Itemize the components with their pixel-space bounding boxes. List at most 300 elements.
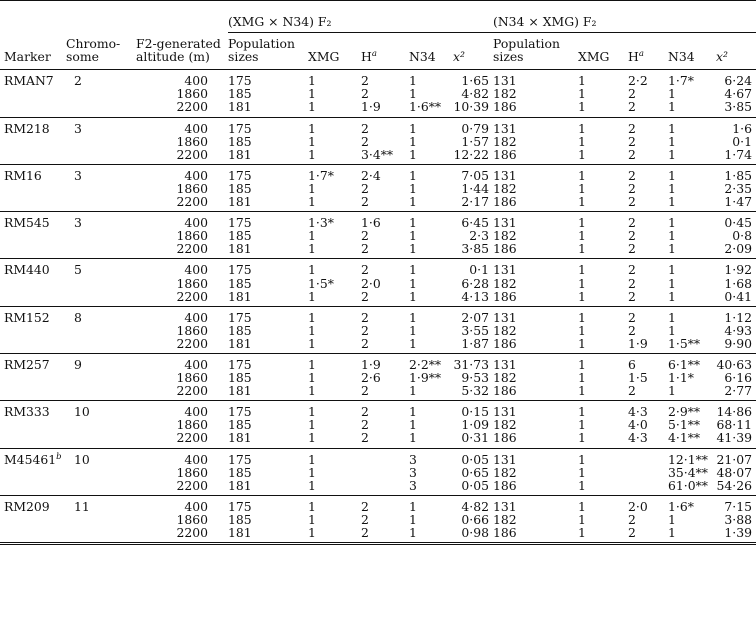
cell-x2: 1: [578, 370, 586, 386]
cell-c1: 5·32: [453, 384, 493, 401]
chromosome-cell: [66, 431, 136, 448]
cell-h2: 2·0: [628, 498, 648, 514]
cell-alt: 2200: [136, 242, 228, 259]
cell-c1: 0·98: [453, 526, 493, 544]
cell-c1: 0·31: [453, 431, 493, 448]
cell-alt: 2200: [136, 384, 228, 401]
cell-n2: 1·5**: [668, 337, 716, 354]
cell-h1: 2: [361, 309, 369, 325]
cell-h1: 2: [361, 526, 409, 544]
cell-alt: 1860: [176, 133, 208, 149]
cell-n1: 1: [409, 337, 453, 354]
cell-p1: 185: [228, 133, 252, 149]
cell-x1: 1: [308, 511, 316, 527]
cell-c1: 4·82: [461, 498, 489, 514]
chromosome-cell: 10: [74, 404, 90, 420]
col-header-xmg-2: XMG: [578, 33, 628, 70]
cell-h2: 2: [628, 275, 636, 291]
col-header-h-1: [361, 33, 409, 70]
cell-c1: 4·13: [453, 290, 493, 307]
group-header-n34-xmg: (N34 × XMG) F₂: [493, 9, 756, 33]
cell-alt: 400: [184, 73, 208, 89]
cell-c1: 1·44: [461, 180, 489, 196]
chromosome-cell: [66, 384, 136, 401]
cell-c1: 1·57: [461, 133, 489, 149]
cell-p1: 175: [228, 451, 252, 467]
cell-x2: 1: [578, 228, 586, 244]
cell-x1: 1: [308, 73, 316, 89]
cell-h2: 2: [628, 262, 636, 278]
chromosome-cell: 3: [74, 120, 82, 136]
cell-h2: 2·2: [628, 73, 648, 89]
cell-p2: 182: [493, 511, 517, 527]
cell-x2: 1: [578, 464, 586, 480]
cell-c1: 0·05: [461, 451, 489, 467]
marker-footnote: b: [56, 451, 62, 462]
cell-x2: 1: [578, 384, 628, 401]
marker-cell: [0, 401, 66, 419]
marker-cell: [0, 353, 66, 371]
cell-alt: 2200: [136, 337, 228, 354]
cell-p1: 185: [228, 464, 252, 480]
cell-h1: 2: [361, 120, 369, 136]
cell-n2: 1: [668, 242, 716, 259]
table-row: [0, 495, 756, 513]
cell-p1: 185: [228, 417, 252, 433]
col-header-pop-sizes-1: Population sizes: [228, 33, 308, 70]
marker-cell: [0, 306, 66, 324]
cell-h2: 2: [628, 180, 636, 196]
h-label: H: [361, 49, 372, 65]
cell-c1: 12·22: [453, 148, 493, 165]
cell-p2: 182: [493, 228, 517, 244]
cell-p1: 181: [228, 431, 308, 448]
cell-n2: 1: [668, 262, 676, 278]
table-row: [0, 290, 756, 307]
marker-cell: [0, 87, 66, 100]
cell-n1: 1: [409, 290, 453, 307]
cell-c2: 6·16: [724, 370, 752, 386]
cell-x2: 1: [578, 262, 586, 278]
cell-n2: 61·0**: [668, 479, 716, 496]
cell-h2: 2: [628, 195, 668, 212]
cell-c2: 1·47: [716, 195, 756, 212]
cell-p2: 182: [493, 370, 517, 386]
cell-p1: 181: [228, 242, 308, 259]
chromosome-cell: [66, 479, 136, 496]
cell-c1: 2·07: [461, 309, 489, 325]
chromosome-cell: [66, 290, 136, 307]
cell-n2: 1·1*: [668, 370, 694, 386]
cell-n2: 6·1**: [668, 356, 701, 372]
cell-h2: 1·9: [628, 337, 668, 354]
cell-p1: 185: [228, 370, 252, 386]
table-row: [0, 353, 756, 371]
cell-n2: 1: [668, 384, 716, 401]
cell-n1: 2·2**: [409, 356, 442, 372]
cell-p2: 182: [493, 322, 517, 338]
chromosome-cell: 10: [74, 451, 90, 467]
cell-c1: 0·1: [469, 262, 489, 278]
col-header-marker: Marker: [0, 33, 66, 70]
cell-alt: 400: [184, 120, 208, 136]
cell-x1: 1: [308, 86, 316, 102]
cell-x1: 1: [308, 464, 316, 480]
cell-p2: 131: [493, 451, 517, 467]
cell-n2: 1: [668, 133, 676, 149]
cell-c2: 1·39: [716, 526, 756, 544]
cell-c2: 0·8: [732, 228, 752, 244]
cell-x2: 1: [578, 73, 586, 89]
marker-cell: [0, 479, 66, 496]
cell-h1: 2: [361, 180, 369, 196]
cell-alt: 400: [184, 215, 208, 231]
chromosome-cell: [66, 337, 136, 354]
table-row: [0, 306, 756, 324]
cell-x2: 1: [578, 180, 586, 196]
cell-c1: 7·05: [461, 167, 489, 183]
cell-c2: 4·67: [724, 86, 752, 102]
cell-n1: 1: [409, 511, 417, 527]
chromosome-cell: 8: [74, 309, 82, 325]
cell-n2: 1: [668, 275, 676, 291]
table-row: [0, 401, 756, 419]
cell-p1: 185: [228, 86, 252, 102]
cell-n1: 1: [409, 195, 453, 212]
marker-cell: [0, 384, 66, 401]
cell-x1: 1: [308, 417, 316, 433]
cell-x2: 1: [578, 322, 586, 338]
marker-name: RMAN7: [4, 73, 54, 89]
cell-p1: 175: [228, 73, 252, 89]
cell-x1: 1: [308, 498, 316, 514]
cell-h2: 1·5: [628, 370, 648, 386]
cell-p2: 131: [493, 167, 517, 183]
chromosome-cell: [66, 229, 136, 242]
cell-x1: 1: [308, 242, 361, 259]
cell-n1: 3: [409, 451, 417, 467]
marker-cell: [0, 431, 66, 448]
cell-h1: 2: [361, 195, 409, 212]
cell-c2: 9·90: [716, 337, 756, 354]
cell-h1: 1·9: [361, 100, 409, 117]
cell-x2: 1: [578, 451, 586, 467]
chromosome-cell: [66, 466, 136, 479]
table-row: [0, 182, 756, 195]
cell-h2: [628, 448, 668, 466]
cell-p1: 175: [228, 167, 252, 183]
cell-h1: [361, 448, 409, 466]
table-row: [0, 384, 756, 401]
cell-p2: 186: [493, 479, 578, 496]
cell-x2: 1: [578, 120, 586, 136]
cell-x1: 1: [308, 195, 361, 212]
cell-c1: 1·65: [461, 73, 489, 89]
cell-n1: 1: [409, 309, 417, 325]
cell-p1: 181: [228, 195, 308, 212]
cell-alt: 1860: [176, 86, 208, 102]
marker-name: RM16: [4, 167, 42, 183]
cell-alt: 400: [184, 262, 208, 278]
cell-x2: 1: [578, 479, 628, 496]
cell-x1: 1·7*: [308, 167, 334, 183]
cell-c2: 4·93: [724, 322, 752, 338]
cell-h2: 2: [628, 100, 668, 117]
chromosome-cell: [66, 242, 136, 259]
cell-alt: 2200: [136, 148, 228, 165]
cell-alt: 2200: [136, 290, 228, 307]
cell-x1: 1: [308, 384, 361, 401]
cell-x2: 1: [578, 511, 586, 527]
cell-c2: 7·15: [724, 498, 752, 514]
cell-alt: 2200: [136, 195, 228, 212]
cell-p2: 186: [493, 526, 578, 544]
cell-h1: 2: [361, 133, 369, 149]
cell-h1: [361, 479, 409, 496]
marker-cell: [0, 466, 66, 479]
cell-c2: 1·68: [724, 275, 752, 291]
cell-x1: 1: [308, 100, 361, 117]
cell-h2: 2: [628, 309, 636, 325]
cell-n1: 1: [409, 498, 417, 514]
cell-x1: 1·3*: [308, 215, 334, 231]
marker-cell: [0, 229, 66, 242]
cell-p2: 131: [493, 309, 517, 325]
cell-c2: 3·88: [724, 511, 752, 527]
cell-h1: 2: [361, 86, 369, 102]
cell-alt: 2200: [136, 479, 228, 496]
cell-x1: 1: [308, 290, 361, 307]
table-body: [0, 70, 756, 544]
cell-h2: 2: [628, 242, 668, 259]
cell-n1: 1: [409, 133, 417, 149]
cell-n1: 3: [409, 479, 453, 496]
cell-x1: 1·5*: [308, 275, 334, 291]
cell-n1: 1: [409, 417, 417, 433]
cell-h1: 2: [361, 242, 409, 259]
table-row: [0, 526, 756, 544]
marker-cell: [0, 277, 66, 290]
cell-alt: 1860: [176, 180, 208, 196]
cell-c1: 1·87: [453, 337, 493, 354]
cell-p2: 186: [493, 195, 578, 212]
cell-n2: 1: [668, 228, 676, 244]
cell-p2: 186: [493, 337, 578, 354]
cell-n1: 1·9**: [409, 370, 442, 386]
cell-h1: 2·0: [361, 275, 381, 291]
marker-cell: [0, 100, 66, 117]
col-header-xmg-1: XMG: [308, 33, 361, 70]
cell-n1: 1: [409, 180, 417, 196]
cell-alt: 1860: [176, 464, 208, 480]
cell-n2: 1: [668, 148, 716, 165]
marker-cell: [0, 212, 66, 230]
cell-x1: 1: [308, 356, 316, 372]
cell-x1: 1: [308, 262, 316, 278]
col-header-altitude: F2-generated altitude (m): [136, 33, 228, 70]
table-row: [0, 117, 756, 135]
cell-c1: 3·85: [453, 242, 493, 259]
cell-h1: 2: [361, 384, 409, 401]
col-header-n34-2: N34: [668, 33, 716, 70]
cell-n1: 1: [409, 431, 453, 448]
table-row: [0, 513, 756, 526]
cell-h2: [628, 466, 668, 479]
col-header-h-2: [628, 33, 668, 70]
cell-p2: 186: [493, 242, 578, 259]
cell-alt: 1860: [176, 275, 208, 291]
cell-c1: 0·65: [461, 464, 489, 480]
cell-c2: 2·09: [716, 242, 756, 259]
cell-c1: 0·79: [461, 120, 489, 136]
cell-c1: 0·15: [461, 404, 489, 420]
cell-h1: 2·6: [361, 370, 381, 386]
cell-x2: 1: [578, 417, 586, 433]
cell-alt: 1860: [176, 511, 208, 527]
cell-p2: 182: [493, 86, 517, 102]
cell-x1: 1: [308, 526, 361, 544]
cell-p2: 186: [493, 290, 578, 307]
cell-x2: 1: [578, 148, 628, 165]
cell-p1: 185: [228, 322, 252, 338]
table-row: [0, 195, 756, 212]
cell-n2: 1·6*: [668, 498, 694, 514]
cell-c2: 2·77: [716, 384, 756, 401]
cell-n1: 1: [409, 275, 417, 291]
cell-alt: 400: [184, 167, 208, 183]
chromosome-cell: [66, 418, 136, 431]
cell-p1: 175: [228, 309, 252, 325]
table-row: [0, 164, 756, 182]
cell-h1: 2: [361, 322, 369, 338]
cell-n2: 1·7*: [668, 73, 694, 89]
cell-c2: 41·39: [716, 431, 756, 448]
cell-h2: 2: [628, 228, 636, 244]
table-row: [0, 448, 756, 466]
cell-n1: 1·6**: [409, 100, 453, 117]
marker-name: M45461: [4, 451, 57, 467]
cell-p2: 131: [493, 215, 517, 231]
cell-alt: 2200: [136, 100, 228, 117]
marker-cell: [0, 418, 66, 431]
table-row: [0, 212, 756, 230]
table-row: [0, 148, 756, 165]
cell-c1: 31·73: [453, 356, 489, 372]
cell-alt: 1860: [176, 228, 208, 244]
cell-c2: 0·41: [716, 290, 756, 307]
cell-n2: 1: [668, 290, 716, 307]
cell-x2: 1: [578, 309, 586, 325]
cell-c2: 0·45: [724, 215, 752, 231]
chromosome-cell: [66, 87, 136, 100]
cell-h1: 2: [361, 511, 369, 527]
cell-h2: 2: [628, 290, 668, 307]
chromosome-cell: 3: [74, 167, 82, 183]
cell-h2: 2: [628, 120, 636, 136]
cell-p2: 182: [493, 180, 517, 196]
cell-n1: 1: [409, 228, 417, 244]
cell-c2: 1·6: [732, 120, 752, 136]
cell-n2: 35·4**: [668, 464, 708, 480]
cell-p1: 181: [228, 384, 308, 401]
cell-alt: 400: [184, 309, 208, 325]
cell-x2: 1: [578, 337, 628, 354]
chromosome-cell: [66, 371, 136, 384]
cell-p2: 186: [493, 384, 578, 401]
cell-x1: 1: [308, 479, 361, 496]
cell-x2: 1: [578, 290, 628, 307]
cell-x2: 1: [578, 431, 628, 448]
marker-cell: [0, 148, 66, 165]
cell-n1: 1: [409, 404, 417, 420]
cell-h1: 3·4**: [361, 148, 409, 165]
cell-p2: 131: [493, 262, 517, 278]
cell-x1: 1: [308, 120, 316, 136]
cell-n1: 1: [409, 120, 417, 136]
cell-x1: 1: [308, 337, 361, 354]
cell-c1: 2·17: [453, 195, 493, 212]
h-footnote-marker: a: [371, 49, 377, 60]
cell-x2: 1: [578, 275, 586, 291]
cell-c2: 1·85: [724, 167, 752, 183]
cell-p2: 182: [493, 133, 517, 149]
cell-p2: 186: [493, 431, 578, 448]
cell-p2: 182: [493, 464, 517, 480]
cell-h2: 2: [628, 148, 668, 165]
col-header-chi2-1: x²: [453, 33, 493, 70]
cell-p1: 181: [228, 100, 308, 117]
cell-n1: 1: [409, 384, 453, 401]
chromosome-cell: 2: [74, 73, 82, 89]
cell-c2: 1·74: [716, 148, 756, 165]
cell-n2: 1: [668, 309, 676, 325]
cell-c1: 6·45: [461, 215, 489, 231]
cell-n2: 1: [668, 86, 676, 102]
cell-h2: 4·3: [628, 431, 668, 448]
cell-x1: 1: [308, 228, 316, 244]
cell-h2: 2: [628, 215, 636, 231]
cell-h2: 2: [628, 133, 636, 149]
cell-n1: 1: [409, 215, 417, 231]
cell-h1: 1·6: [361, 215, 381, 231]
cell-h1: 2: [361, 498, 369, 514]
cell-h1: 2: [361, 404, 369, 420]
cell-c1: 0·66: [461, 511, 489, 527]
cell-x1: 1: [308, 148, 361, 165]
cell-x2: 1: [578, 167, 586, 183]
marker-cell: [0, 164, 66, 182]
cell-h1: 2: [361, 228, 369, 244]
cell-p2: 131: [493, 73, 517, 89]
cell-c2: 48·07: [716, 464, 752, 480]
cell-x2: 1: [578, 526, 628, 544]
marker-cell: [0, 70, 66, 88]
cell-c2: 1·12: [724, 309, 752, 325]
cell-alt: 2200: [136, 431, 228, 448]
chromosome-cell: [66, 195, 136, 212]
table-row: [0, 242, 756, 259]
cell-c2: 40·63: [716, 356, 752, 372]
chromosome-cell: 11: [74, 498, 90, 514]
cell-p1: 175: [228, 215, 252, 231]
cell-p2: 131: [493, 404, 517, 420]
table-row: [0, 100, 756, 117]
cell-c2: 68·11: [716, 417, 752, 433]
cell-p1: 175: [228, 262, 252, 278]
marker-name: RM218: [4, 120, 50, 136]
cell-h1: [361, 466, 409, 479]
cell-n2: 1: [668, 526, 716, 544]
